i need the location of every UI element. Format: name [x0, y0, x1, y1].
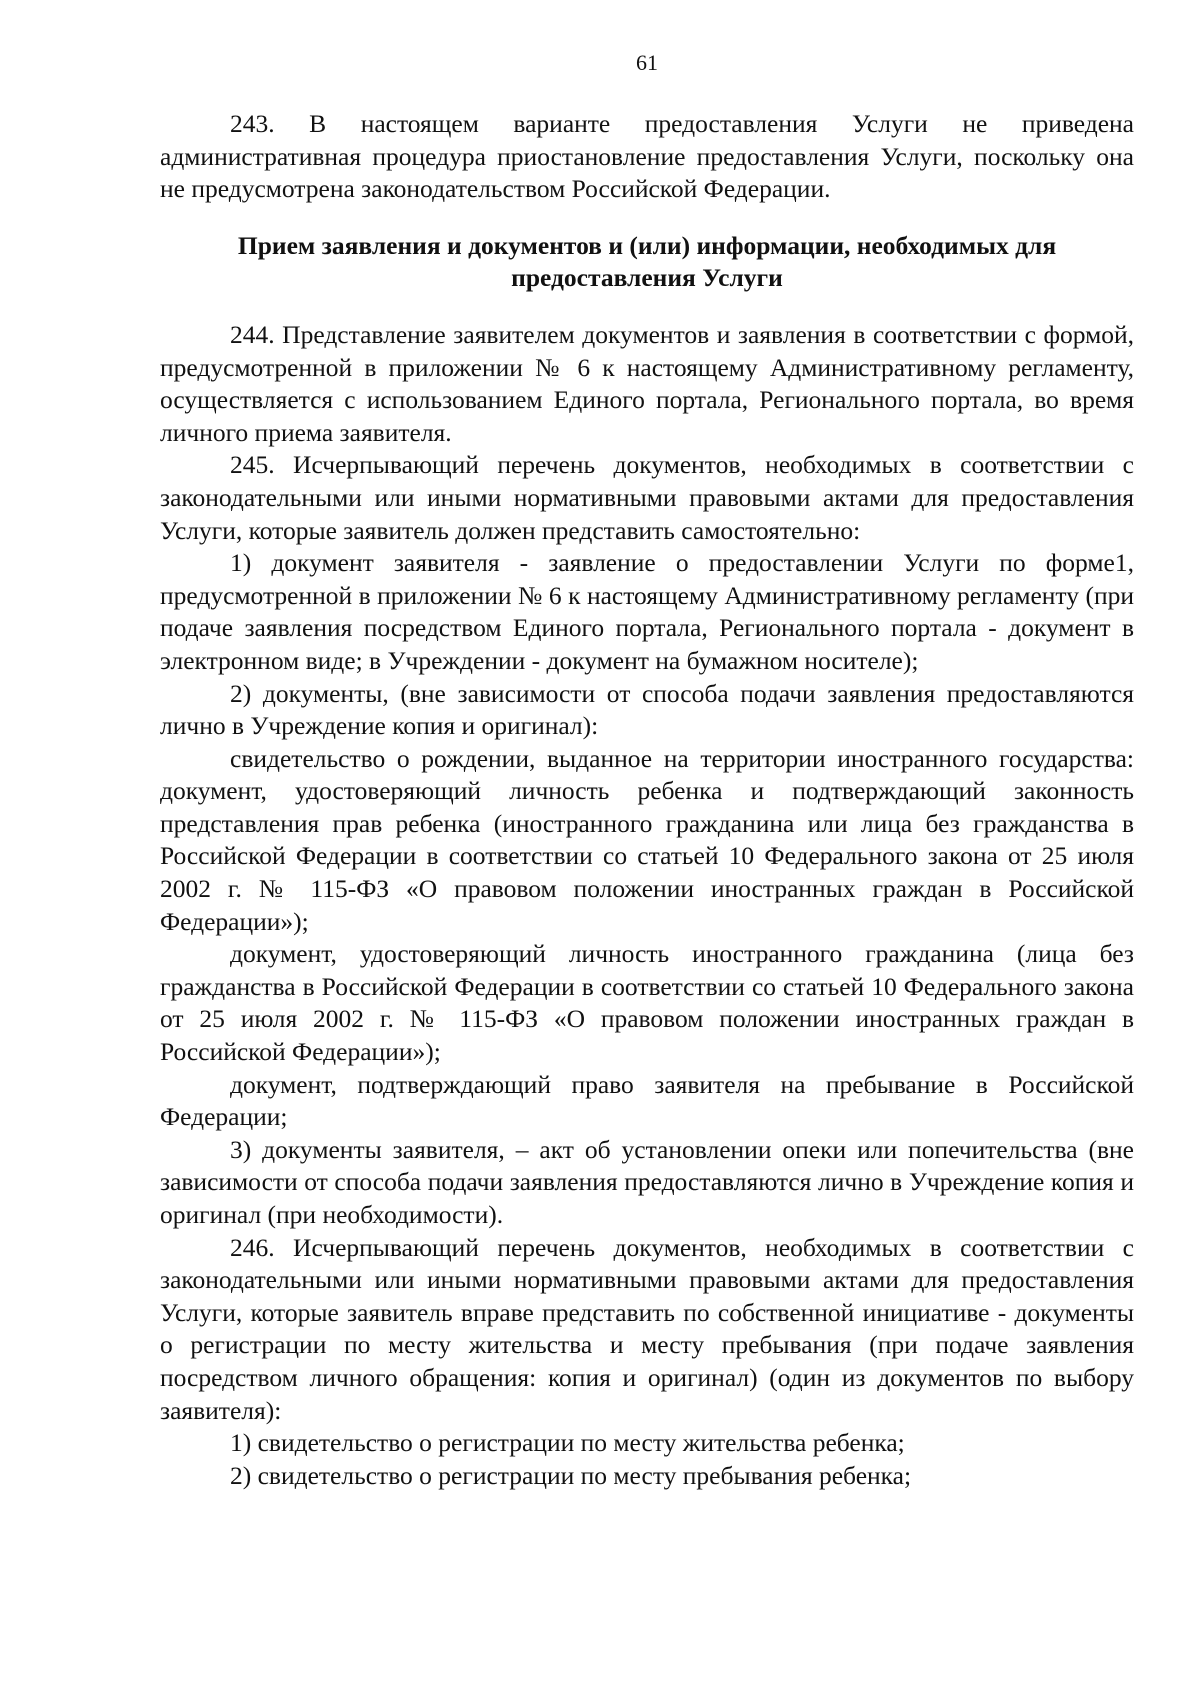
list-item-245-3: 3) документы заявителя, – акт об установлении опеки или попечительства (вне зависимости от способа подачи заявления предоставляются лично в Учреждение копия и оригинал (при необходимости).	[160, 1134, 1134, 1229]
list-subitem-residence-right: документ, подтверждающий право заявителя на пребывание в Российской Федерации;	[160, 1069, 1134, 1132]
list-item-246-2: 2) свидетельство о регистрации по месту пребывания ребенка;	[230, 1460, 912, 1490]
document-body	[160, 108, 1134, 1492]
list-subitem-birth-certificate: свидетельство о рождении, выданное на территории иностранного государства: документ, удостоверяющий личность ребенка и подтверждающий законность представления прав ребенка (иностранного гражданина или лица без гражданства в Российской Федерации в соответствии со статьей 10 Федерального закона от 25 июля 2002 г. № 115-ФЗ «О правовом положении иностранных граждан в Российской Федерации»);	[160, 743, 1134, 936]
paragraph-246: 246. Исчерпывающий перечень документов, необходимых в соответствии с законодательными или иными нормативными правовыми актами для предоставления Услуги, которые заявитель вправе представить по собственной инициативе - документы о регистрации по месту жительства и месту пребывания (при подаче заявления посредством личного обращения: копия и оригинал) (один из документов по выбору заявителя):	[160, 1232, 1134, 1425]
section-heading: Прием заявления и документов и (или) информации, необходимых для предоставления Услуги	[237, 230, 1057, 293]
page-number: 61	[636, 50, 658, 75]
paragraph-244: 244. Представление заявителем документов и заявления в соответствии с формой, предусмотренной в приложении № 6 к настоящему Административному регламенту, осуществляется с использованием Единого портала, Регионального портала, во время личного приема заявителя.	[160, 319, 1134, 447]
list-item-245-2: 2) документы, (вне зависимости от способа подачи заявления предоставляются лично в Учреждение копия и оригинал):	[160, 678, 1134, 741]
list-subitem-identity-document: документ, удостоверяющий личность иностранного гражданина (лица без гражданства в Российской Федерации в соответствии со статьей 10 Федерального закона от 25 июля 2002 г. № 115-ФЗ «О правовом положении иностранных граждан в Российской Федерации»);	[160, 939, 1134, 1067]
paragraph-243: 243. В настоящем варианте предоставления Услуги не приведена административная процедура приостановление предоставления Услуги, поскольку она не предусмотрена законодательством Российской Федерации.	[160, 109, 1134, 204]
list-item-246-1: 1) свидетельство о регистрации по месту жительства ребенка;	[230, 1428, 905, 1458]
paragraph-245: 245. Исчерпывающий перечень документов, необходимых в соответствии с законодательными или иными нормативными правовыми актами для предоставления Услуги, которые заявитель должен представить самостоятельно:	[160, 450, 1134, 545]
list-item-245-1: 1) документ заявителя - заявление о предоставлении Услуги по форме1, предусмотренной в приложении № 6 к настоящему Административному регламенту (при подаче заявления посредством Единого портала, Регионального портала - документ в электронном виде; в Учреждении - документ на бумажном носителе);	[160, 548, 1134, 675]
